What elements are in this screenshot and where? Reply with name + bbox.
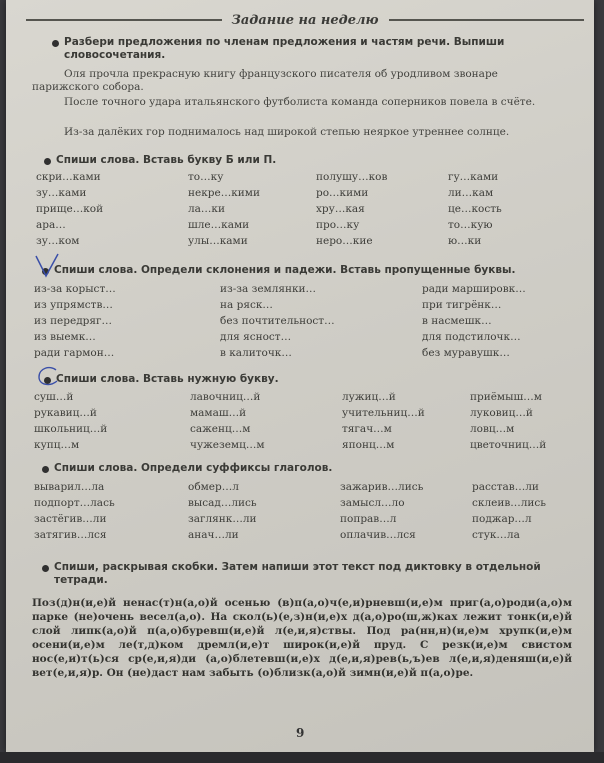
task-5-word: расстав…ли [472, 481, 539, 493]
task-5-word: оплачив…лся [340, 529, 416, 541]
task-1-sentence-2: После точного удара итальянского футболиста команда соперников повела в счёте. [64, 96, 536, 108]
task-2-word-grid [36, 170, 556, 248]
task-2-word: ла…ки [188, 203, 225, 215]
task-5-word: выварил…ла [34, 481, 105, 493]
task-4-instruction: Спиши слова. Вставь нужную букву. [56, 373, 279, 385]
task-2-word: полушу…ков [316, 171, 388, 183]
task-3-word: в калиточк… [220, 347, 292, 359]
task-5-word: подпорт…лась [34, 497, 115, 509]
task-2-word: некре…кими [188, 187, 260, 199]
task-2-word: ли…кам [448, 187, 494, 199]
task-4-word-grid [34, 390, 574, 452]
dictation-text: Поз(д)н(и,е)й ненас(т)н(а,о)й осенью (в)п(а,о)ч(е,и)рневш(и,е)м приг(а,о)роди(а,о)м парке (не)очень весел(а,о). На скол(ь)(е,з)н(и,е)х д(а,о)ро(ш,ж)ках лежит тонк(и,е)й слой липк(а,о)й п(а,о)буревш(и,е)й л(е,и,я)ствы. Под ра(нн,н)(и,е)м хрупк(и,е)м осени(и,е)м ле(т,д)ком дремл(и,е)т широк(и,е)й пруд. С резк(и,е)м свистом нос(е,и)т(ь)ся ср(е,и,я)ди (а,о)блетевш(и,е)х д(е,и,я)рев(ь,ъ)ев л(е,и,я)деняш(и,е)й вет(е,и,я)р. Он (не)даст нам забыть (о)близк(а,о)й зимн(и,е)й п(а,о)ре. [32, 597, 572, 679]
task-2-word: ара… [36, 219, 66, 231]
task-1-bullet-icon [52, 40, 59, 47]
task-2-word: зу…ками [36, 187, 87, 199]
task-5-word: склеив…лись [472, 497, 547, 509]
page-header [26, 10, 584, 30]
task-2-word: про…ку [316, 219, 360, 231]
task-4-word: тягач…м [342, 423, 392, 435]
pen-circle-mark-icon [36, 366, 60, 388]
task-2-word: прище…кой [36, 203, 104, 215]
task-2-word: неро…кие [316, 235, 373, 247]
task-3-word: в насмешк… [422, 315, 492, 327]
task-4-word: чужеземц…м [190, 439, 265, 451]
task-4-word: лужиц…й [342, 391, 396, 403]
task-6-instruction: Спиши, раскрывая скобки. Затем напиши этот текст под диктовку в отдельной тетради. [54, 561, 541, 586]
task-2-word: зу…ком [36, 235, 80, 247]
task-5-word: поджар…л [472, 513, 532, 525]
task-2-word: ро…кими [316, 187, 369, 199]
dictation-text-block [32, 596, 572, 680]
task-2-word: то…кую [448, 219, 493, 231]
task-5-bullet-icon [42, 466, 49, 473]
task-2-word: улы…ками [188, 235, 248, 247]
task-1-sentence-3: Из-за далёких гор поднималось над широкой степью неяркое утреннее солнце. [64, 126, 510, 138]
page-number: 9 [296, 726, 305, 740]
task-3-word: при тигрёнк… [422, 299, 502, 311]
task-4-word: рукавиц…й [34, 407, 97, 419]
task-3-instruction: Спиши слова. Определи склонения и падежи. Вставь пропущенные буквы. [54, 264, 516, 276]
task-2-word: шле…ками [188, 219, 250, 231]
task-3-word: из-за землянки… [220, 283, 317, 295]
task-6-bullet-icon [42, 565, 49, 572]
task-5-word: застёгив…ли [34, 513, 107, 525]
task-4-word: школьниц…й [34, 423, 108, 435]
task-5-word: заглянк…ли [188, 513, 257, 525]
task-5-word: обмер…л [188, 481, 239, 493]
task-5-word: высад…лись [188, 497, 257, 509]
task-5-word: затягив…лся [34, 529, 107, 541]
task-4-word: купц…м [34, 439, 80, 451]
task-5-word: зажарив…лись [340, 481, 424, 493]
task-2-word: гу…ками [448, 171, 499, 183]
task-3-word: из упрямств… [34, 299, 113, 311]
task-2-word: скри…ками [36, 171, 101, 183]
task-4-word: луковиц…й [470, 407, 533, 419]
task-5-instruction: Спиши слова. Определи суффиксы глаголов. [54, 462, 333, 474]
task-5-word: замысл…ло [340, 497, 405, 509]
task-1-sentence-1: Оля прочла прекрасную книгу французского писателя об уродливом звонаре парижского собора. [32, 68, 498, 93]
task-3-word: для ясност… [220, 331, 292, 343]
task-4-word: японц…м [342, 439, 395, 451]
task-3-word: для подстилочк… [422, 331, 521, 343]
task-4-word: суш…й [34, 391, 74, 403]
task-2-word: ю…ки [448, 235, 482, 247]
task-3-word: на ряск… [220, 299, 273, 311]
task-5-word: поправ…л [340, 513, 397, 525]
task-2-word: то…ку [188, 171, 224, 183]
task-2-word: це…кость [448, 203, 502, 215]
task-2-word: хру…кая [316, 203, 365, 215]
task-3-word: из-за корыст… [34, 283, 116, 295]
task-2-instruction: Спиши слова. Вставь букву Б или П. [56, 154, 277, 166]
task-4-word: мамаш…й [190, 407, 247, 419]
task-3-word: без муравушк… [422, 347, 510, 359]
header-rule-left [26, 19, 222, 21]
task-5-word: стук…ла [472, 529, 520, 541]
task-3-word: из передряг… [34, 315, 113, 327]
task-5-word: анач…ли [188, 529, 239, 541]
task-1-instruction: Разбери предложения по членам предложения и частям речи. Выпиши словосочетания. [64, 36, 505, 61]
workbook-page [6, 0, 594, 752]
task-4-word: учительниц…й [342, 407, 425, 419]
task-4-word: приёмыш…м [470, 391, 542, 403]
page-title: Задание на неделю [231, 12, 379, 28]
task-5-word-grid [34, 480, 574, 542]
task-3-word: из выемк… [34, 331, 96, 343]
page-bottom-shadow [0, 752, 604, 763]
task-2-bullet-icon [44, 158, 51, 165]
pen-check-mark-icon [34, 252, 60, 282]
header-rule-right [389, 19, 585, 21]
task-3-word: ради маршировк… [422, 283, 526, 295]
task-3-word: ради гармон… [34, 347, 115, 359]
task-4-word: цветочниц…й [470, 439, 547, 451]
task-4-word: саженц…м [190, 423, 251, 435]
task-3-word: без почтительност… [220, 315, 335, 327]
task-3-word-grid [34, 282, 574, 360]
task-4-word: ловц…м [470, 423, 515, 435]
task-4-word: лавочниц…й [190, 391, 261, 403]
